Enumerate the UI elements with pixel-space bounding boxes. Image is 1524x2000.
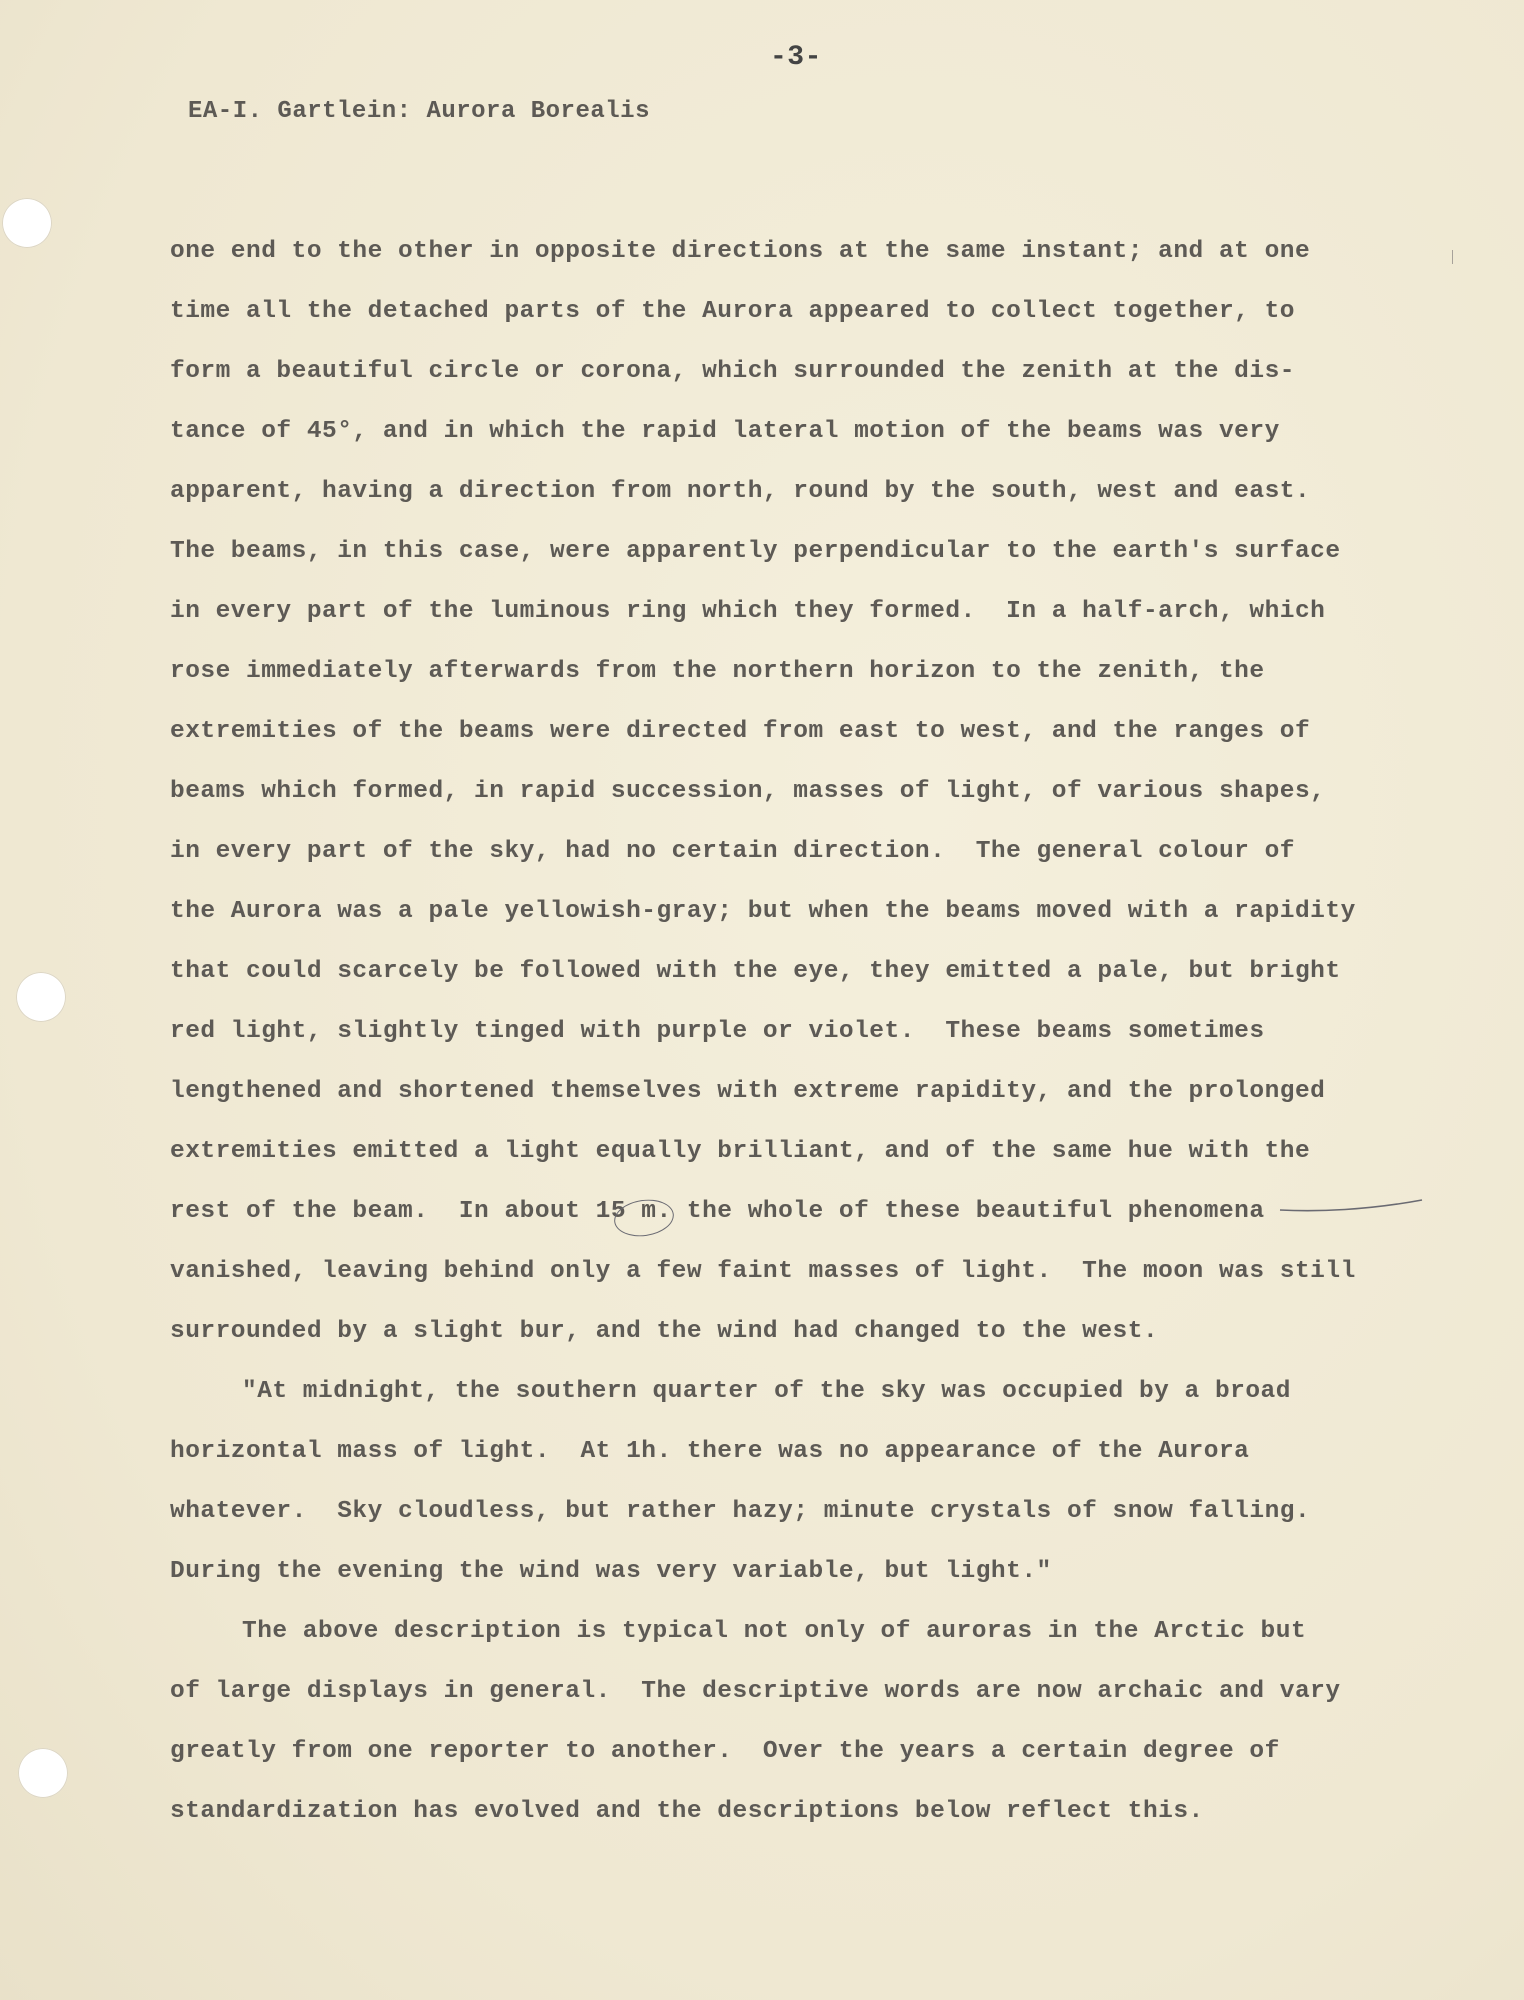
text-line: one end to the other in opposite directions at the same instant; and at one bbox=[170, 238, 1311, 265]
text-line: time all the detached parts of the Aurora appeared to collect together, to bbox=[170, 298, 1295, 325]
punch-hole-bottom bbox=[18, 1748, 68, 1798]
text-line: in every part of the luminous ring which they formed. In a half-arch, which bbox=[170, 598, 1326, 625]
text-line: tance of 45°, and in which the rapid lateral motion of the beams was very bbox=[170, 418, 1280, 445]
margin-tick-mark bbox=[1452, 250, 1453, 264]
document-header: EA-I. Gartlein: Aurora Borealis bbox=[188, 98, 650, 125]
text-line: The above description is typical not only of auroras in the Arctic but bbox=[242, 1618, 1307, 1645]
text-line: form a beautiful circle or corona, which surrounded the zenith at the dis- bbox=[170, 358, 1295, 385]
text-line: in every part of the sky, had no certain direction. The general colour of bbox=[170, 838, 1295, 865]
text-line: red light, slightly tinged with purple or violet. These beams sometimes bbox=[170, 1018, 1265, 1045]
text-line: of large displays in general. The descriptive words are now archaic and vary bbox=[170, 1678, 1341, 1705]
pencil-margin-line bbox=[1278, 1196, 1424, 1218]
text-line: apparent, having a direction from north, round by the south, west and east. bbox=[170, 478, 1311, 505]
text-line: rose immediately afterwards from the northern horizon to the zenith, the bbox=[170, 658, 1265, 685]
text-line: surrounded by a slight bur, and the wind had changed to the west. bbox=[170, 1318, 1159, 1345]
text-line: extremities emitted a light equally brilliant, and of the same hue with the bbox=[170, 1138, 1311, 1165]
text-line: whatever. Sky cloudless, but rather hazy; minute crystals of snow falling. bbox=[170, 1498, 1311, 1525]
text-line: rest of the beam. In about 15 m. the whole of these beautiful phenomena bbox=[170, 1198, 1265, 1225]
body-text bbox=[170, 222, 1385, 1842]
punch-hole-top bbox=[2, 198, 52, 248]
text-line: extremities of the beams were directed from east to west, and the ranges of bbox=[170, 718, 1311, 745]
text-line: greatly from one reporter to another. Over the years a certain degree of bbox=[170, 1738, 1280, 1765]
text-line: standardization has evolved and the descriptions below reflect this. bbox=[170, 1798, 1204, 1825]
text-line: The beams, in this case, were apparently perpendicular to the earth's surface bbox=[170, 538, 1341, 565]
text-line: horizontal mass of light. At 1h. there was no appearance of the Aurora bbox=[170, 1438, 1250, 1465]
text-line: "At midnight, the southern quarter of the sky was occupied by a broad bbox=[242, 1378, 1291, 1405]
text-line: beams which formed, in rapid succession, masses of light, of various shapes, bbox=[170, 778, 1326, 805]
text-line: vanished, leaving behind only a few faint masses of light. The moon was still bbox=[170, 1258, 1356, 1285]
text-line: During the evening the wind was very variable, but light." bbox=[170, 1558, 1052, 1585]
punch-hole-middle bbox=[16, 972, 66, 1022]
text-line: lengthened and shortened themselves with extreme rapidity, and the prolonged bbox=[170, 1078, 1326, 1105]
text-line: the Aurora was a pale yellowish-gray; but when the beams moved with a rapidity bbox=[170, 898, 1356, 925]
page-number: -3- bbox=[770, 42, 822, 73]
text-line: that could scarcely be followed with the eye, they emitted a pale, but bright bbox=[170, 958, 1341, 985]
